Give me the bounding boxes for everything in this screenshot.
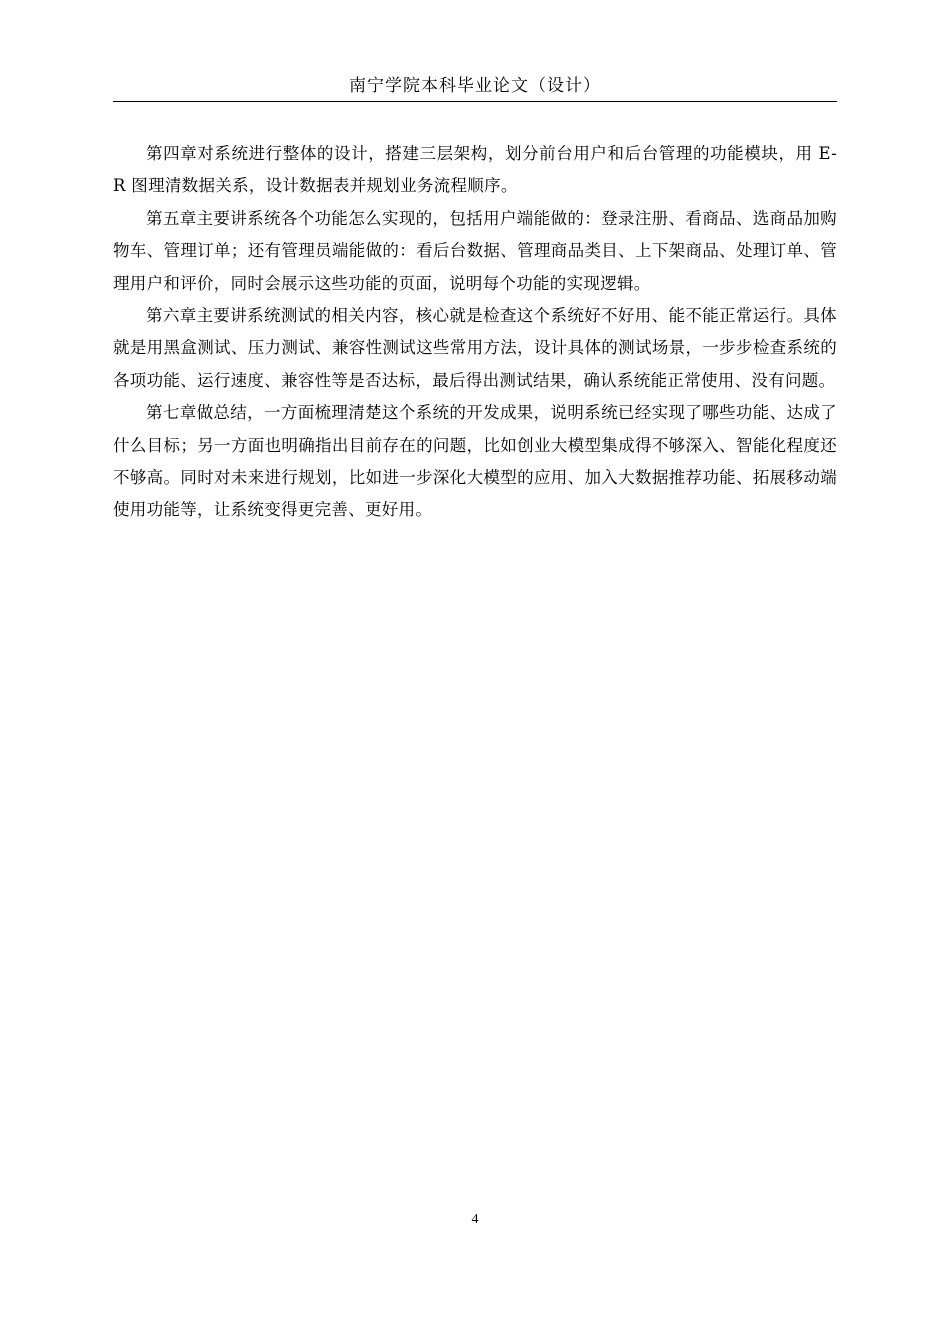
- document-body: [113, 138, 837, 527]
- paragraph-chapter-7: 第七章做总结，一方面梳理清楚这个系统的开发成果，说明系统已经实现了哪些功能、达成了什么目标；另一方面也明确指出目前存在的问题，比如创业大模型集成得不够深入、智能化程度还不够高。同时对未来进行规划，比如进一步深化大模型的应用、加入大数据推荐功能、拓展移动端使用功能等，让系统变得更完善、更好用。: [113, 403, 837, 520]
- paragraph-chapter-6: 第六章主要讲系统测试的相关内容，核心就是检查这个系统好不好用、能不能正常运行。具体就是用黑盒测试、压力测试、兼容性测试这些常用方法，设计具体的测试场景，一步步检查系统的各项功能、运行速度、兼容性等是否达标，最后得出测试结果，确认系统能正常使用、没有问题。: [113, 306, 837, 390]
- paragraph-chapter-4: 第四章对系统进行整体的设计，搭建三层架构，划分前台用户和后台管理的功能模块，用 E-R 图理清数据关系，设计数据表并规划业务流程顺序。: [113, 144, 837, 196]
- page-header-title: 南宁学院本科毕业论文（设计）: [349, 76, 601, 96]
- paragraph-chapter-5: 第五章主要讲系统各个功能怎么实现的，包括用户端能做的：登录注册、看商品、选商品加购物车、管理订单；还有管理员端能做的：看后台数据、管理商品类目、上下架商品、处理订单、管理用户和评价，同时会展示这些功能的页面，说明每个功能的实现逻辑。: [113, 208, 837, 293]
- page-number: 4: [471, 1212, 479, 1227]
- header-divider: [113, 101, 837, 102]
